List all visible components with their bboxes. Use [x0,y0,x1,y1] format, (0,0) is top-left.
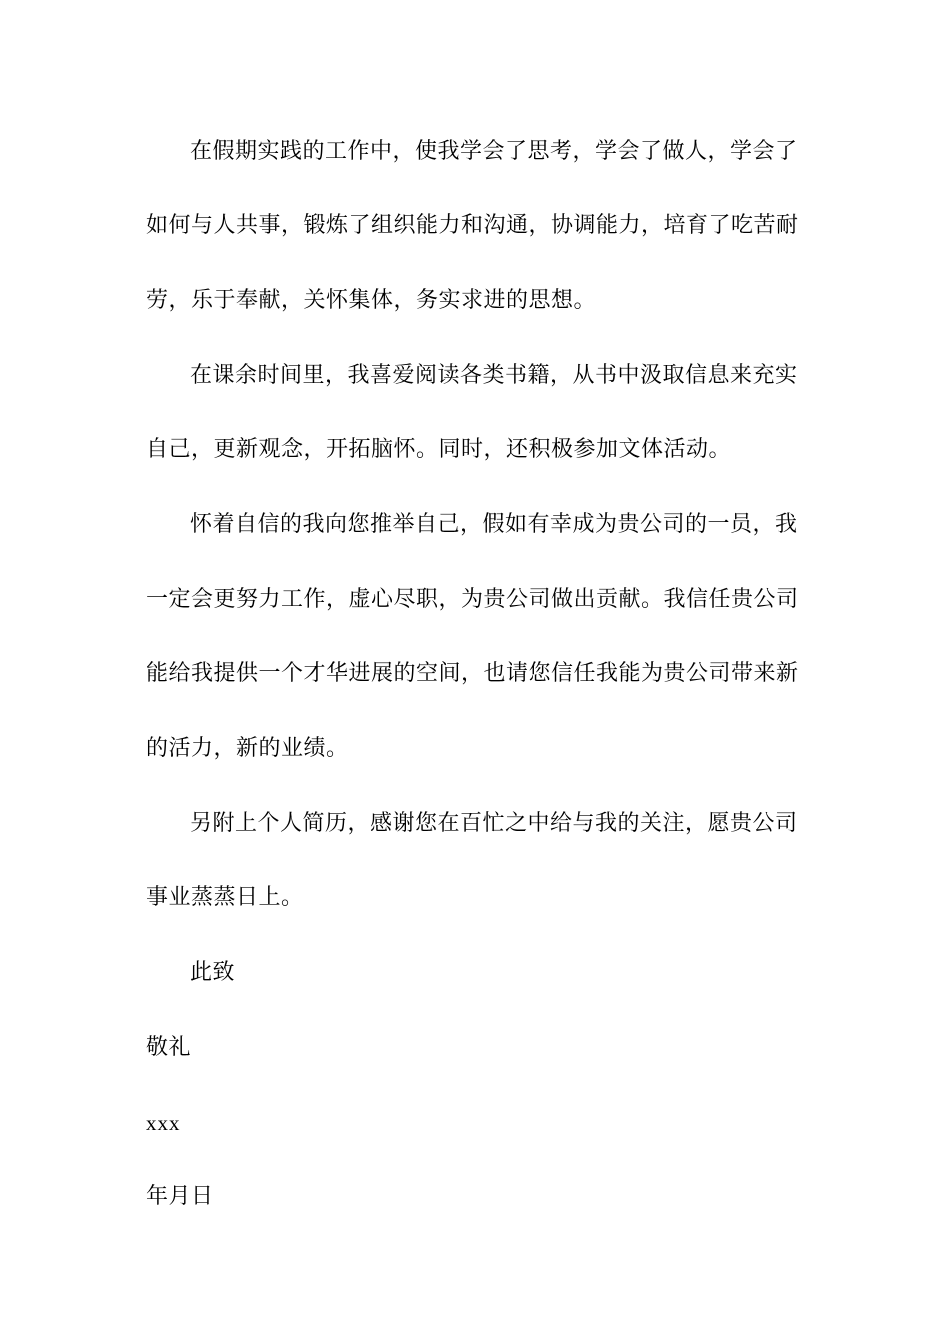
paragraph-3-line-4: 的活力，新的业绩。 [146,736,349,761]
paragraph-4-line-1: 另附上个人简历，感谢您在百忙之中给与我的关注，愿贵公司 [190,811,798,836]
paragraph-1-line-3: 劳，乐于奉献，关怀集体，务实求进的思想。 [146,288,597,313]
salutation: 敬礼 [146,1035,192,1060]
paragraph-1-line-1: 在假期实践的工作中，使我学会了思考，学会了做人，学会了 [190,139,798,164]
paragraph-2-line-1: 在课余时间里，我喜爱阅读各类书籍，从书中汲取信息来充实 [190,363,798,388]
paragraph-3-line-1: 怀着自信的我向您推举自己，假如有幸成为贵公司的一员，我 [190,512,798,537]
paragraph-4-line-2: 事业蒸蒸日上。 [146,885,304,910]
paragraph-3-line-3: 能给我提供一个才华进展的空间，也请您信任我能为贵公司带来新 [146,661,799,686]
signature-date: 年月日 [146,1184,214,1209]
signature-name: xxx [146,1111,181,1135]
paragraph-2-line-2: 自己，更新观念，开拓脑怀。同时，还积极参加文体活动。 [146,437,732,462]
paragraph-1-line-2: 如何与人共事，锻炼了组织能力和沟通，协调能力，培育了吃苦耐 [146,213,799,238]
paragraph-3-line-2: 一定会更努力工作，虚心尽职，为贵公司做出贡献。我信任贵公司 [146,587,799,612]
closing-phrase: 此致 [190,960,236,985]
